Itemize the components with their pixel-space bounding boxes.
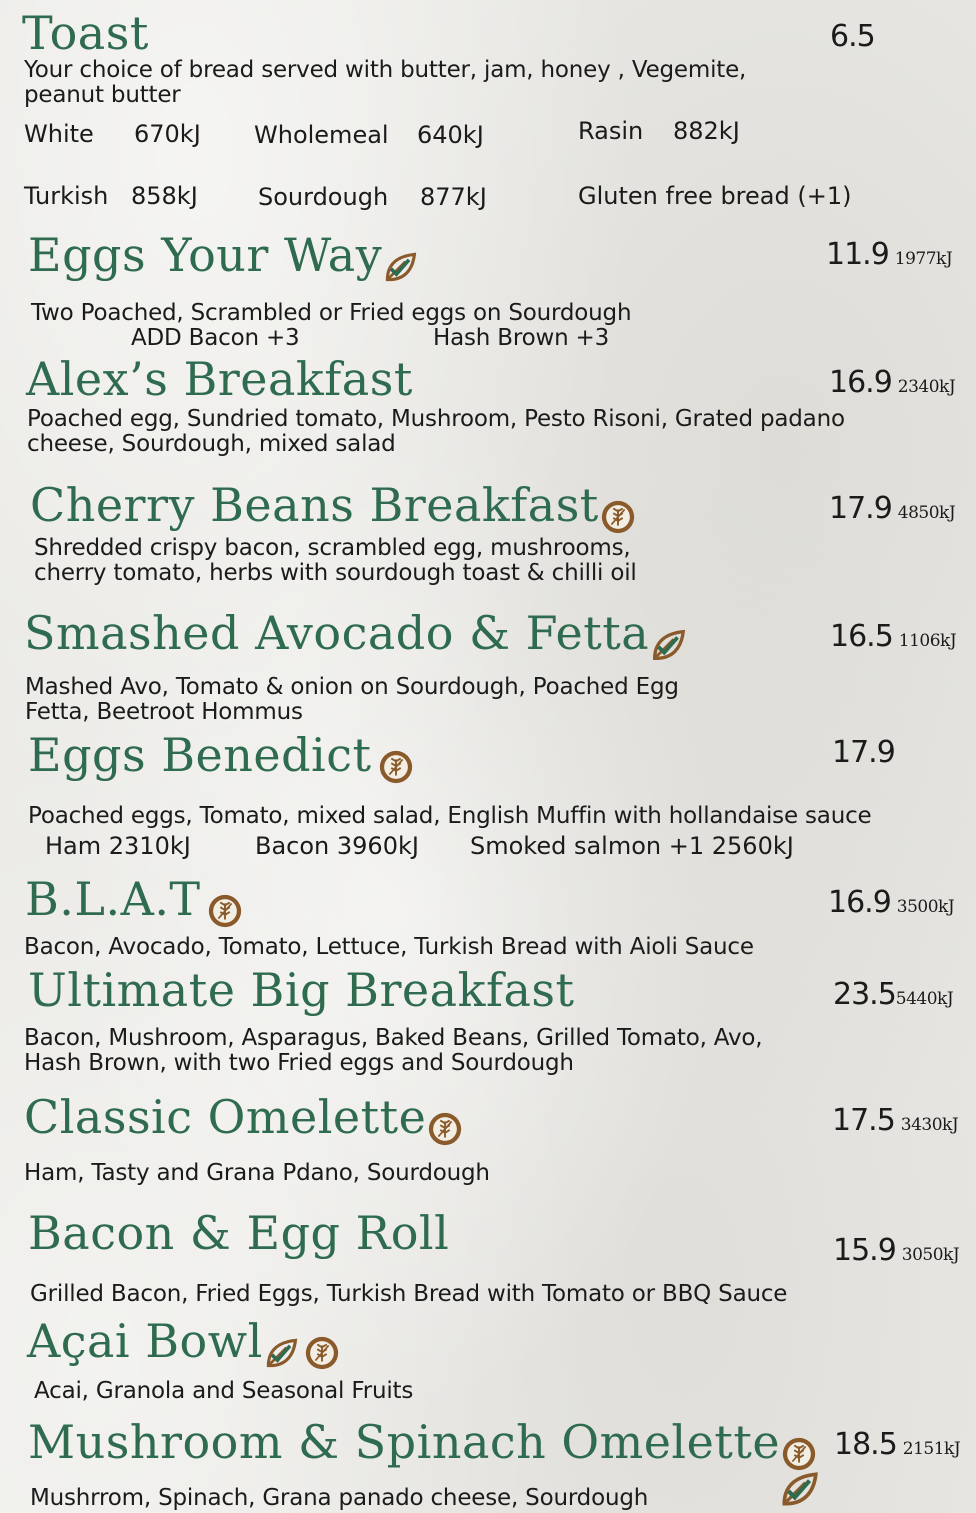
- gluten-free-wheat-icon: [780, 1435, 818, 1473]
- toast-kj-wholemeal: 640kJ: [417, 121, 484, 149]
- eggs-benedict-option-salmon: Smoked salmon +1 2560kJ: [470, 832, 794, 860]
- blat-title: B.L.A.T: [25, 872, 201, 926]
- alex-breakfast-description-2: cheese, Sourdough, mixed salad: [27, 431, 396, 457]
- cherry-beans-price: 17.9: [829, 491, 892, 526]
- mushroom-spinach-price-row: [834, 1427, 961, 1462]
- bacon-egg-roll-price-row: [833, 1233, 960, 1268]
- cherry-beans-title: Cherry Beans Breakfast: [30, 478, 599, 532]
- acai-bowl-heading: [27, 1314, 341, 1372]
- eggs-benedict-title: Eggs Benedict: [28, 728, 372, 782]
- eggs-benedict-heading: [28, 728, 415, 786]
- acai-bowl-description: Acai, Granola and Seasonal Fruits: [34, 1378, 414, 1404]
- smashed-avocado-title: Smashed Avocado & Fetta: [24, 606, 650, 660]
- vegetarian-leaf-icon: [778, 1468, 820, 1510]
- alex-breakfast-description: Poached egg, Sundried tomato, Mushroom, Pesto Risoni, Grated padano: [27, 406, 845, 432]
- ultimate-breakfast-title: Ultimate Big Breakfast: [28, 963, 575, 1017]
- toast-option-rasin: Rasin: [578, 117, 644, 145]
- eggs-benedict-description: Poached eggs, Tomato, mixed salad, English Muffin with hollandaise sauce: [28, 803, 872, 829]
- eggs-your-way-price: 11.9: [826, 237, 889, 272]
- cherry-beans-description-2: cherry tomato, herbs with sourdough toast & chilli oil: [34, 560, 637, 586]
- blat-price: 16.9: [828, 885, 891, 920]
- mushroom-spinach-title: Mushroom & Spinach Omelette: [28, 1415, 781, 1469]
- ultimate-breakfast-description-2: Hash Brown, with two Fried eggs and Sourdough: [24, 1050, 574, 1076]
- eggs-your-way-description: Two Poached, Scrambled or Fried eggs on Sourdough: [31, 300, 632, 326]
- gluten-free-wheat-icon: [426, 1110, 464, 1148]
- toast-option-sourdough: Sourdough: [258, 183, 389, 211]
- cherry-beans-description: Shredded crispy bacon, scrambled egg, mushrooms,: [34, 535, 631, 561]
- eggs-benedict-option-ham: Ham 2310kJ: [45, 832, 191, 860]
- smashed-avocado-kj: 1106kJ: [898, 631, 957, 651]
- toast-option-turkish: Turkish: [24, 182, 109, 210]
- smashed-avocado-heading: [24, 606, 687, 664]
- cherry-beans-heading: [30, 478, 637, 536]
- eggs-your-way-add-bacon: ADD Bacon +3: [131, 325, 300, 351]
- alex-breakfast-kj: 2340kJ: [897, 377, 956, 397]
- blat-description: Bacon, Avocado, Tomato, Lettuce, Turkish Bread with Aioli Sauce: [24, 934, 754, 960]
- ultimate-breakfast-description: Bacon, Mushroom, Asparagus, Baked Beans, Grilled Tomato, Avo,: [24, 1025, 763, 1051]
- eggs-your-way-heading: [28, 228, 418, 285]
- bacon-egg-roll-title: Bacon & Egg Roll: [28, 1206, 450, 1260]
- vegetarian-leaf-icon: [263, 1335, 299, 1371]
- classic-omelette-price: 17.5: [832, 1103, 895, 1138]
- classic-omelette-description: Ham, Tasty and Grana Pdano, Sourdough: [24, 1160, 490, 1186]
- toast-description: Your choice of bread served with butter, jam, honey , Vegemite,: [24, 57, 747, 83]
- ultimate-breakfast-price: 23.5: [833, 977, 896, 1012]
- alex-breakfast-title: Alex’s Breakfast: [26, 352, 413, 406]
- blat-heading: [25, 872, 244, 930]
- gluten-free-wheat-icon: [377, 748, 415, 786]
- gluten-free-wheat-icon: [303, 1334, 341, 1372]
- classic-omelette-heading: [24, 1090, 464, 1148]
- cherry-beans-kj: 4850kJ: [897, 503, 956, 523]
- mushroom-spinach-heading: [28, 1415, 818, 1473]
- smashed-avocado-description-2: Fetta, Beetroot Hommus: [25, 699, 303, 725]
- ultimate-breakfast-kj: 5440kJ: [895, 989, 954, 1009]
- vegetarian-leaf-icon: [649, 626, 687, 664]
- smashed-avocado-price-row: [830, 619, 957, 654]
- blat-price-row: [828, 885, 955, 920]
- toast-kj-sourdough: 877kJ: [420, 183, 487, 211]
- blat-kj: 3500kJ: [896, 897, 955, 917]
- mushroom-spinach-price: 18.5: [834, 1427, 897, 1462]
- alex-breakfast-price-row: [829, 365, 956, 400]
- acai-bowl-title: Açai Bowl: [27, 1314, 263, 1368]
- cherry-beans-price-row: [829, 491, 956, 526]
- alex-breakfast-price: 16.9: [829, 365, 892, 400]
- eggs-your-way-kj: 1977kJ: [894, 249, 953, 269]
- bacon-egg-roll-price: 15.9: [833, 1233, 896, 1268]
- classic-omelette-kj: 3430kJ: [900, 1115, 959, 1135]
- classic-omelette-price-row: [832, 1103, 959, 1138]
- vegetarian-leaf-icon: [382, 249, 418, 285]
- toast-option-wholemeal: Wholemeal: [254, 121, 389, 149]
- gluten-free-wheat-icon: [206, 892, 244, 930]
- toast-price: 6.5: [830, 19, 875, 54]
- eggs-benedict-price: 17.9: [832, 735, 895, 770]
- mushroom-spinach-description: Mushrrom, Spinach, Grana panado cheese, Sourdough: [30, 1485, 649, 1511]
- toast-description-2: peanut butter: [24, 82, 181, 108]
- toast-option-gluten-free: Gluten free bread (+1): [578, 182, 852, 210]
- toast-kj-turkish: 858kJ: [131, 182, 198, 210]
- smashed-avocado-price: 16.5: [830, 619, 893, 654]
- toast-title: Toast: [22, 6, 149, 60]
- bacon-egg-roll-kj: 3050kJ: [901, 1245, 960, 1265]
- toast-kj-rasin: 882kJ: [673, 117, 740, 145]
- eggs-benedict-option-bacon: Bacon 3960kJ: [255, 832, 419, 860]
- classic-omelette-title: Classic Omelette: [24, 1090, 427, 1144]
- gluten-free-wheat-icon: [599, 498, 637, 536]
- toast-kj-white: 670kJ: [134, 120, 201, 148]
- eggs-your-way-add-hash-brown: Hash Brown +3: [433, 325, 610, 351]
- smashed-avocado-description: Mashed Avo, Tomato & onion on Sourdough, Poached Egg: [25, 674, 679, 700]
- eggs-your-way-price-row: [826, 237, 953, 272]
- bacon-egg-roll-description: Grilled Bacon, Fried Eggs, Turkish Bread with Tomato or BBQ Sauce: [30, 1281, 788, 1307]
- mushroom-spinach-kj: 2151kJ: [902, 1439, 961, 1459]
- toast-option-white: White: [24, 120, 94, 148]
- ultimate-breakfast-price-row: [833, 977, 954, 1012]
- eggs-your-way-title: Eggs Your Way: [28, 228, 383, 282]
